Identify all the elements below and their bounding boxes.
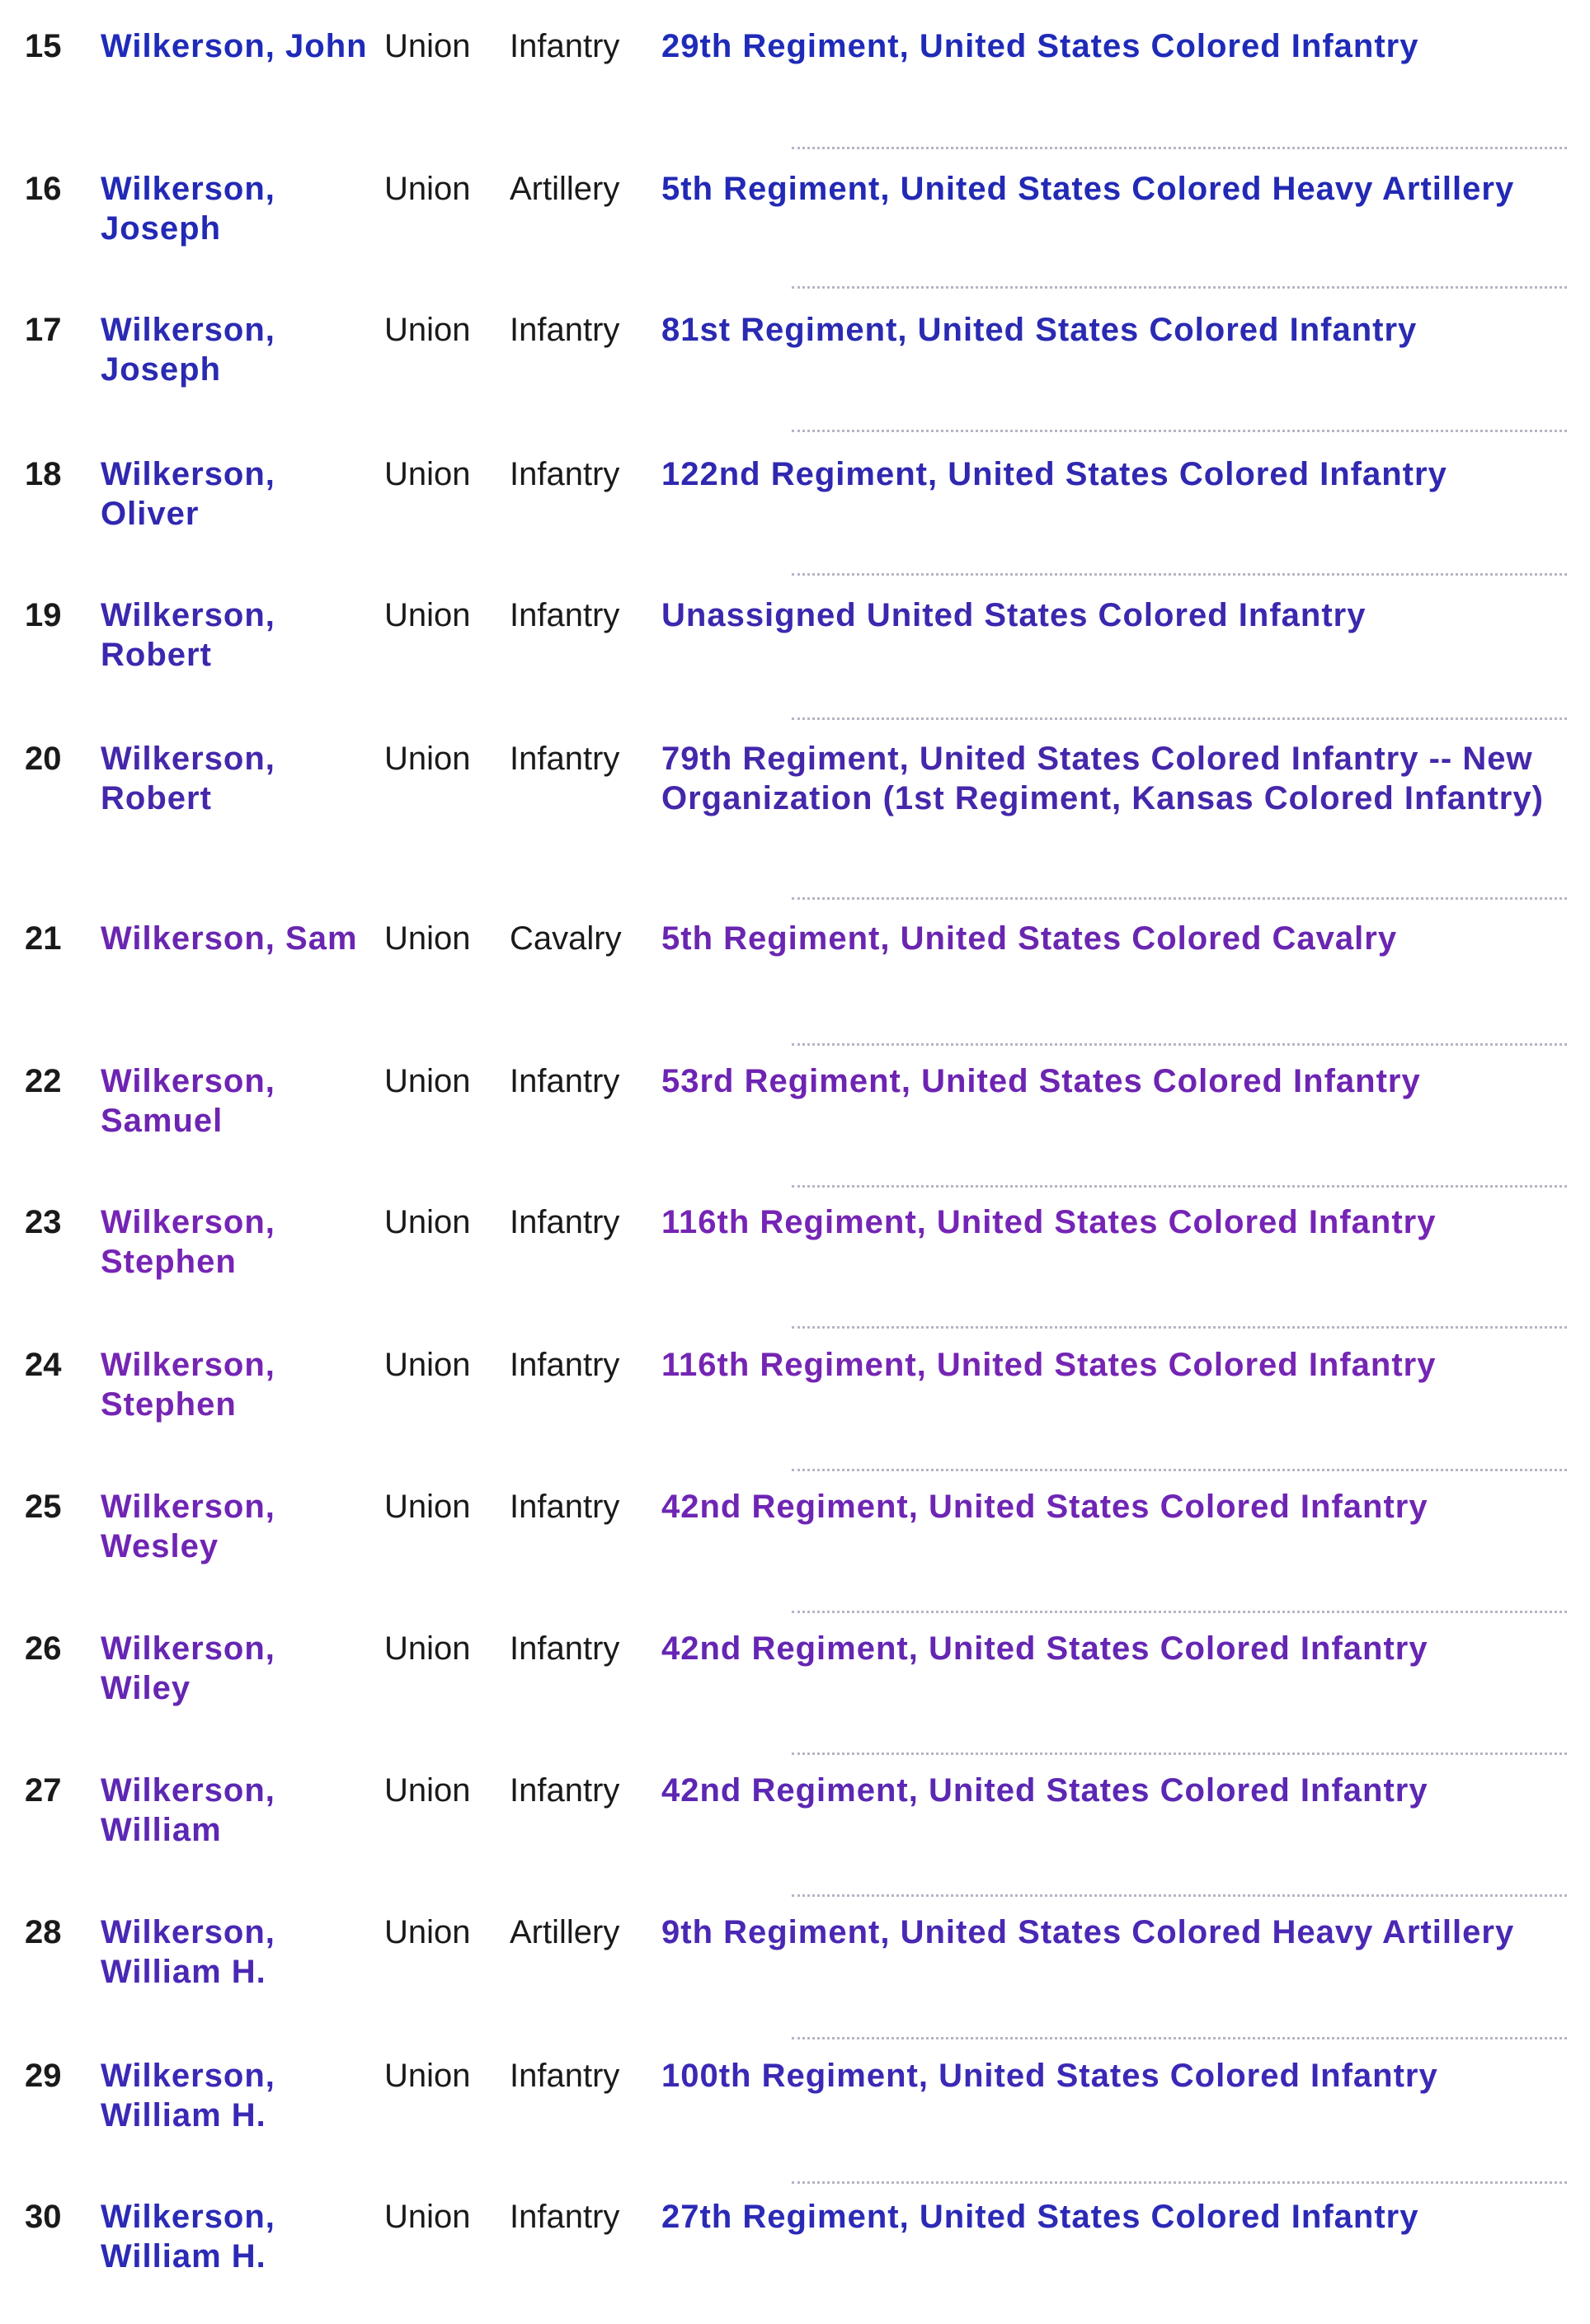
unit-name: Unassigned United States Colored Infantry: [661, 597, 1367, 633]
soldier-name: Wilkerson, William H.: [101, 2199, 275, 2275]
branch-label: Infantry: [510, 1204, 620, 1240]
branch-label: Infantry: [510, 312, 620, 348]
row-divider: [792, 1469, 1567, 1471]
side-label: Union: [384, 597, 471, 633]
soldier-name: Wilkerson, Stephen: [101, 1347, 275, 1423]
unit-name: 81st Regiment, United States Colored Infantry: [661, 312, 1418, 348]
unit-name: 42nd Regiment, United States Colored Infantry: [661, 1772, 1428, 1809]
row-number: 26: [25, 1630, 62, 1667]
row-divider: [792, 1326, 1567, 1329]
row-number: 27: [25, 1772, 62, 1809]
unit-name: 100th Regiment, United States Colored Infantry: [661, 2058, 1438, 2094]
table-row: [0, 440, 1590, 581]
side-label: Union: [384, 1630, 471, 1667]
table-row: [0, 1330, 1590, 1472]
branch-label: Infantry: [510, 1489, 620, 1525]
unit-name: 9th Regiment, United States Colored Heavy Artillery: [661, 1914, 1515, 1950]
side-label: Union: [384, 741, 471, 777]
side-label: Union: [384, 2199, 471, 2235]
branch-label: Infantry: [510, 1630, 620, 1667]
row-divider: [792, 717, 1567, 720]
side-label: Union: [384, 1489, 471, 1525]
soldier-name: Wilkerson, Robert: [101, 597, 275, 673]
side-label: Union: [384, 1063, 471, 1099]
row-number: 22: [25, 1063, 62, 1099]
side-label: Union: [384, 1914, 471, 1950]
table-row: [0, 581, 1590, 722]
branch-label: Artillery: [510, 171, 620, 207]
soldier-name: Wilkerson, Oliver: [101, 456, 275, 532]
side-label: Union: [384, 920, 471, 957]
soldier-name: Wilkerson, William H.: [101, 1914, 275, 1990]
unit-name: 5th Regiment, United States Colored Heavy Artillery: [661, 171, 1515, 207]
table-row: [0, 904, 1590, 1046]
table-row: [0, 12, 1590, 153]
row-number: 19: [25, 597, 62, 633]
side-label: Union: [384, 1204, 471, 1240]
table-row: [0, 154, 1590, 296]
row-number: 21: [25, 920, 62, 957]
table-row: [0, 1898, 1590, 2039]
row-divider: [792, 1185, 1567, 1188]
unit-name: 79th Regiment, United States Colored Infantry -- New Organization (1st Regiment, Kansas Colored Infantry): [661, 741, 1544, 816]
soldier-name: Wilkerson, Sam: [101, 920, 358, 957]
row-number: 16: [25, 171, 62, 207]
soldier-name: Wilkerson, Stephen: [101, 1204, 275, 1280]
row-divider: [792, 430, 1567, 432]
soldier-name: Wilkerson, Wesley: [101, 1489, 275, 1564]
branch-label: Infantry: [510, 597, 620, 633]
unit-name: 116th Regiment, United States Colored Infantry: [661, 1204, 1437, 1240]
soldier-name: Wilkerson, William H.: [101, 2058, 275, 2133]
row-number: 25: [25, 1489, 62, 1525]
side-label: Union: [384, 28, 471, 64]
row-number: 18: [25, 456, 62, 492]
row-divider: [792, 1752, 1567, 1755]
row-number: 29: [25, 2058, 62, 2094]
row-divider: [792, 897, 1567, 900]
branch-label: Infantry: [510, 1772, 620, 1809]
branch-label: Infantry: [510, 456, 620, 492]
row-number: 20: [25, 741, 62, 777]
soldier-name: Wilkerson, Samuel: [101, 1063, 275, 1139]
side-label: Union: [384, 171, 471, 207]
row-divider: [792, 286, 1567, 289]
side-label: Union: [384, 1347, 471, 1383]
row-number: 17: [25, 312, 62, 348]
unit-name: 122nd Regiment, United States Colored Infantry: [661, 456, 1447, 492]
row-divider: [792, 1894, 1567, 1897]
unit-name: 42nd Regiment, United States Colored Infantry: [661, 1630, 1428, 1667]
row-divider: [792, 2037, 1567, 2039]
row-number: 15: [25, 28, 62, 64]
unit-name: 42nd Regiment, United States Colored Infantry: [661, 1489, 1428, 1525]
table-row: [0, 1472, 1590, 1614]
branch-label: Cavalry: [510, 920, 622, 957]
branch-label: Infantry: [510, 741, 620, 777]
unit-name: 5th Regiment, United States Colored Cavalry: [661, 920, 1398, 957]
soldier-name: Wilkerson, Joseph: [101, 312, 275, 388]
row-divider: [792, 2181, 1567, 2184]
table-row: [0, 1756, 1590, 1898]
table-row: [0, 2041, 1590, 2183]
branch-label: Infantry: [510, 2058, 620, 2094]
row-number: 24: [25, 1347, 62, 1383]
row-divider: [792, 1611, 1567, 1613]
table-row: [0, 1047, 1590, 1188]
unit-name: 116th Regiment, United States Colored Infantry: [661, 1347, 1437, 1383]
unit-name: 53rd Regiment, United States Colored Infantry: [661, 1063, 1421, 1099]
table-row: [0, 1614, 1590, 1756]
branch-label: Artillery: [510, 1914, 620, 1950]
side-label: Union: [384, 456, 471, 492]
branch-label: Infantry: [510, 1347, 620, 1383]
branch-label: Infantry: [510, 2199, 620, 2235]
branch-label: Infantry: [510, 28, 620, 64]
soldier-name: Wilkerson, Robert: [101, 741, 275, 816]
side-label: Union: [384, 312, 471, 348]
row-number: 30: [25, 2199, 62, 2235]
soldier-name: Wilkerson, William: [101, 1772, 275, 1848]
table-row: [0, 1188, 1590, 1329]
table-row: [0, 724, 1590, 866]
table-row: [0, 295, 1590, 437]
side-label: Union: [384, 1772, 471, 1809]
soldier-name: Wilkerson, John: [101, 28, 368, 64]
row-number: 23: [25, 1204, 62, 1240]
table-row: [0, 2182, 1590, 2324]
soldier-name: Wilkerson, Wiley: [101, 1630, 275, 1706]
row-divider: [792, 147, 1567, 149]
unit-name: 29th Regiment, United States Colored Infantry: [661, 28, 1419, 64]
unit-name: 27th Regiment, United States Colored Infantry: [661, 2199, 1419, 2235]
branch-label: Infantry: [510, 1063, 620, 1099]
side-label: Union: [384, 2058, 471, 2094]
row-number: 28: [25, 1914, 62, 1950]
row-divider: [792, 573, 1567, 576]
row-divider: [792, 1043, 1567, 1046]
soldier-name: Wilkerson, Joseph: [101, 171, 275, 247]
